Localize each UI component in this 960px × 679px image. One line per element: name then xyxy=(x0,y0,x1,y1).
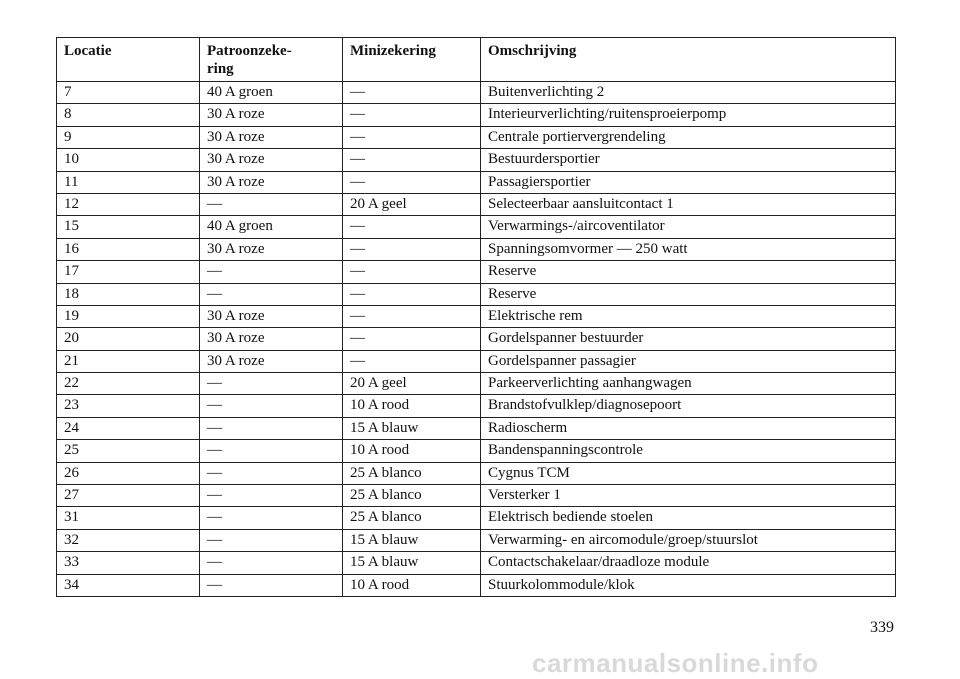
cell-location: 32 xyxy=(57,529,200,551)
table-header xyxy=(57,38,896,82)
cell-mini-fuse: — xyxy=(343,149,481,171)
table-row xyxy=(57,216,896,238)
cell-cartridge-fuse: — xyxy=(200,373,343,395)
table-row xyxy=(57,440,896,462)
cell-mini-fuse: 20 A geel xyxy=(343,193,481,215)
cell-location: 27 xyxy=(57,485,200,507)
table-row xyxy=(57,261,896,283)
cell-mini-fuse: 25 A blanco xyxy=(343,462,481,484)
cell-mini-fuse: — xyxy=(343,238,481,260)
cell-location: 9 xyxy=(57,126,200,148)
cell-location: 21 xyxy=(57,350,200,372)
cell-mini-fuse: — xyxy=(343,82,481,104)
table-row xyxy=(57,395,896,417)
cell-description: Buitenverlichting 2 xyxy=(481,82,896,104)
cell-cartridge-fuse: — xyxy=(200,507,343,529)
cell-cartridge-fuse: — xyxy=(200,417,343,439)
cell-location: 19 xyxy=(57,305,200,327)
table-row xyxy=(57,104,896,126)
cell-location: 15 xyxy=(57,216,200,238)
table-row xyxy=(57,462,896,484)
cell-location: 31 xyxy=(57,507,200,529)
header-cartridge-fuse xyxy=(200,38,343,82)
cell-mini-fuse: — xyxy=(343,126,481,148)
cell-mini-fuse: 20 A geel xyxy=(343,373,481,395)
cell-description: Elektrische rem xyxy=(481,305,896,327)
cell-location: 25 xyxy=(57,440,200,462)
cell-cartridge-fuse: 40 A groen xyxy=(200,216,343,238)
cell-mini-fuse: — xyxy=(343,104,481,126)
cell-location: 23 xyxy=(57,395,200,417)
cell-cartridge-fuse: 30 A roze xyxy=(200,126,343,148)
cell-description: Contactschakelaar/draadloze module xyxy=(481,552,896,574)
table-row xyxy=(57,373,896,395)
cell-description: Radioscherm xyxy=(481,417,896,439)
cell-location: 34 xyxy=(57,574,200,596)
cell-description: Interieurverlichting/ruitensproeierpomp xyxy=(481,104,896,126)
cell-cartridge-fuse: 30 A roze xyxy=(200,328,343,350)
cell-description: Stuurkolommodule/klok xyxy=(481,574,896,596)
cell-description: Centrale portiervergrendeling xyxy=(481,126,896,148)
cell-location: 11 xyxy=(57,171,200,193)
cell-cartridge-fuse: 30 A roze xyxy=(200,104,343,126)
table-row xyxy=(57,328,896,350)
cell-mini-fuse: 15 A blauw xyxy=(343,417,481,439)
header-row xyxy=(57,38,896,82)
table-row xyxy=(57,350,896,372)
cell-location: 7 xyxy=(57,82,200,104)
cell-description: Verwarmings-/aircoventilator xyxy=(481,216,896,238)
table-row xyxy=(57,485,896,507)
cell-mini-fuse: 25 A blanco xyxy=(343,507,481,529)
cell-location: 12 xyxy=(57,193,200,215)
table-row xyxy=(57,283,896,305)
cell-mini-fuse: — xyxy=(343,350,481,372)
table-body xyxy=(57,82,896,597)
cell-location: 16 xyxy=(57,238,200,260)
cell-description: Cygnus TCM xyxy=(481,462,896,484)
table-row xyxy=(57,552,896,574)
cell-description: Gordelspanner passagier xyxy=(481,350,896,372)
fuse-table xyxy=(56,37,896,597)
cell-location: 24 xyxy=(57,417,200,439)
cell-location: 22 xyxy=(57,373,200,395)
cell-description: Verwarming- en aircomodule/groep/stuurslot xyxy=(481,529,896,551)
cell-location: 20 xyxy=(57,328,200,350)
cell-cartridge-fuse: 30 A roze xyxy=(200,171,343,193)
cell-mini-fuse: 15 A blauw xyxy=(343,529,481,551)
cell-mini-fuse: 15 A blauw xyxy=(343,552,481,574)
cell-cartridge-fuse: — xyxy=(200,193,343,215)
cell-description: Gordelspanner bestuurder xyxy=(481,328,896,350)
table-row xyxy=(57,529,896,551)
table-row xyxy=(57,193,896,215)
table-row xyxy=(57,305,896,327)
cell-location: 33 xyxy=(57,552,200,574)
cell-description: Passagiersportier xyxy=(481,171,896,193)
cell-location: 17 xyxy=(57,261,200,283)
table-row xyxy=(57,238,896,260)
header-mini-fuse: Minizekering xyxy=(343,38,481,82)
cell-description: Reserve xyxy=(481,261,896,283)
cell-cartridge-fuse: — xyxy=(200,552,343,574)
cell-description: Parkeerverlichting aanhangwagen xyxy=(481,373,896,395)
cell-cartridge-fuse: — xyxy=(200,283,343,305)
page-number: 339 xyxy=(870,619,894,636)
cell-cartridge-fuse: — xyxy=(200,462,343,484)
cell-description: Reserve xyxy=(481,283,896,305)
cell-cartridge-fuse: — xyxy=(200,261,343,283)
cell-location: 26 xyxy=(57,462,200,484)
cell-mini-fuse: 25 A blanco xyxy=(343,485,481,507)
table-row xyxy=(57,149,896,171)
table-row xyxy=(57,82,896,104)
cell-cartridge-fuse: — xyxy=(200,485,343,507)
cell-mini-fuse: 10 A rood xyxy=(343,395,481,417)
cell-description: Selecteerbaar aansluitcontact 1 xyxy=(481,193,896,215)
cell-description: Spanningsomvormer — 250 watt xyxy=(481,238,896,260)
cell-cartridge-fuse: 30 A roze xyxy=(200,350,343,372)
cell-mini-fuse: — xyxy=(343,283,481,305)
cell-description: Bandenspanningscontrole xyxy=(481,440,896,462)
cell-mini-fuse: — xyxy=(343,305,481,327)
cell-cartridge-fuse: — xyxy=(200,440,343,462)
table-row xyxy=(57,574,896,596)
cell-cartridge-fuse: 40 A groen xyxy=(200,82,343,104)
cell-location: 18 xyxy=(57,283,200,305)
header-description: Omschrijving xyxy=(481,38,896,82)
table-row xyxy=(57,417,896,439)
cell-mini-fuse: 10 A rood xyxy=(343,574,481,596)
cell-location: 10 xyxy=(57,149,200,171)
cell-cartridge-fuse: 30 A roze xyxy=(200,149,343,171)
cell-description: Bestuurdersportier xyxy=(481,149,896,171)
cell-mini-fuse: 10 A rood xyxy=(343,440,481,462)
watermark: carmanualsonline.info xyxy=(532,648,819,678)
cell-mini-fuse: — xyxy=(343,216,481,238)
header-cartridge-fuse-text: Patroonzeke- ring xyxy=(207,43,292,77)
cell-mini-fuse: — xyxy=(343,328,481,350)
cell-cartridge-fuse: 30 A roze xyxy=(200,238,343,260)
table-row xyxy=(57,126,896,148)
cell-cartridge-fuse: — xyxy=(200,529,343,551)
cell-mini-fuse: — xyxy=(343,171,481,193)
cell-cartridge-fuse: 30 A roze xyxy=(200,305,343,327)
cell-cartridge-fuse: — xyxy=(200,574,343,596)
cell-cartridge-fuse: — xyxy=(200,395,343,417)
table-row xyxy=(57,171,896,193)
cell-description: Brandstofvulklep/diagnosepoort xyxy=(481,395,896,417)
header-location: Locatie xyxy=(57,38,200,82)
cell-mini-fuse: — xyxy=(343,261,481,283)
cell-description: Elektrisch bediende stoelen xyxy=(481,507,896,529)
table-row xyxy=(57,507,896,529)
cell-description: Versterker 1 xyxy=(481,485,896,507)
cell-location: 8 xyxy=(57,104,200,126)
